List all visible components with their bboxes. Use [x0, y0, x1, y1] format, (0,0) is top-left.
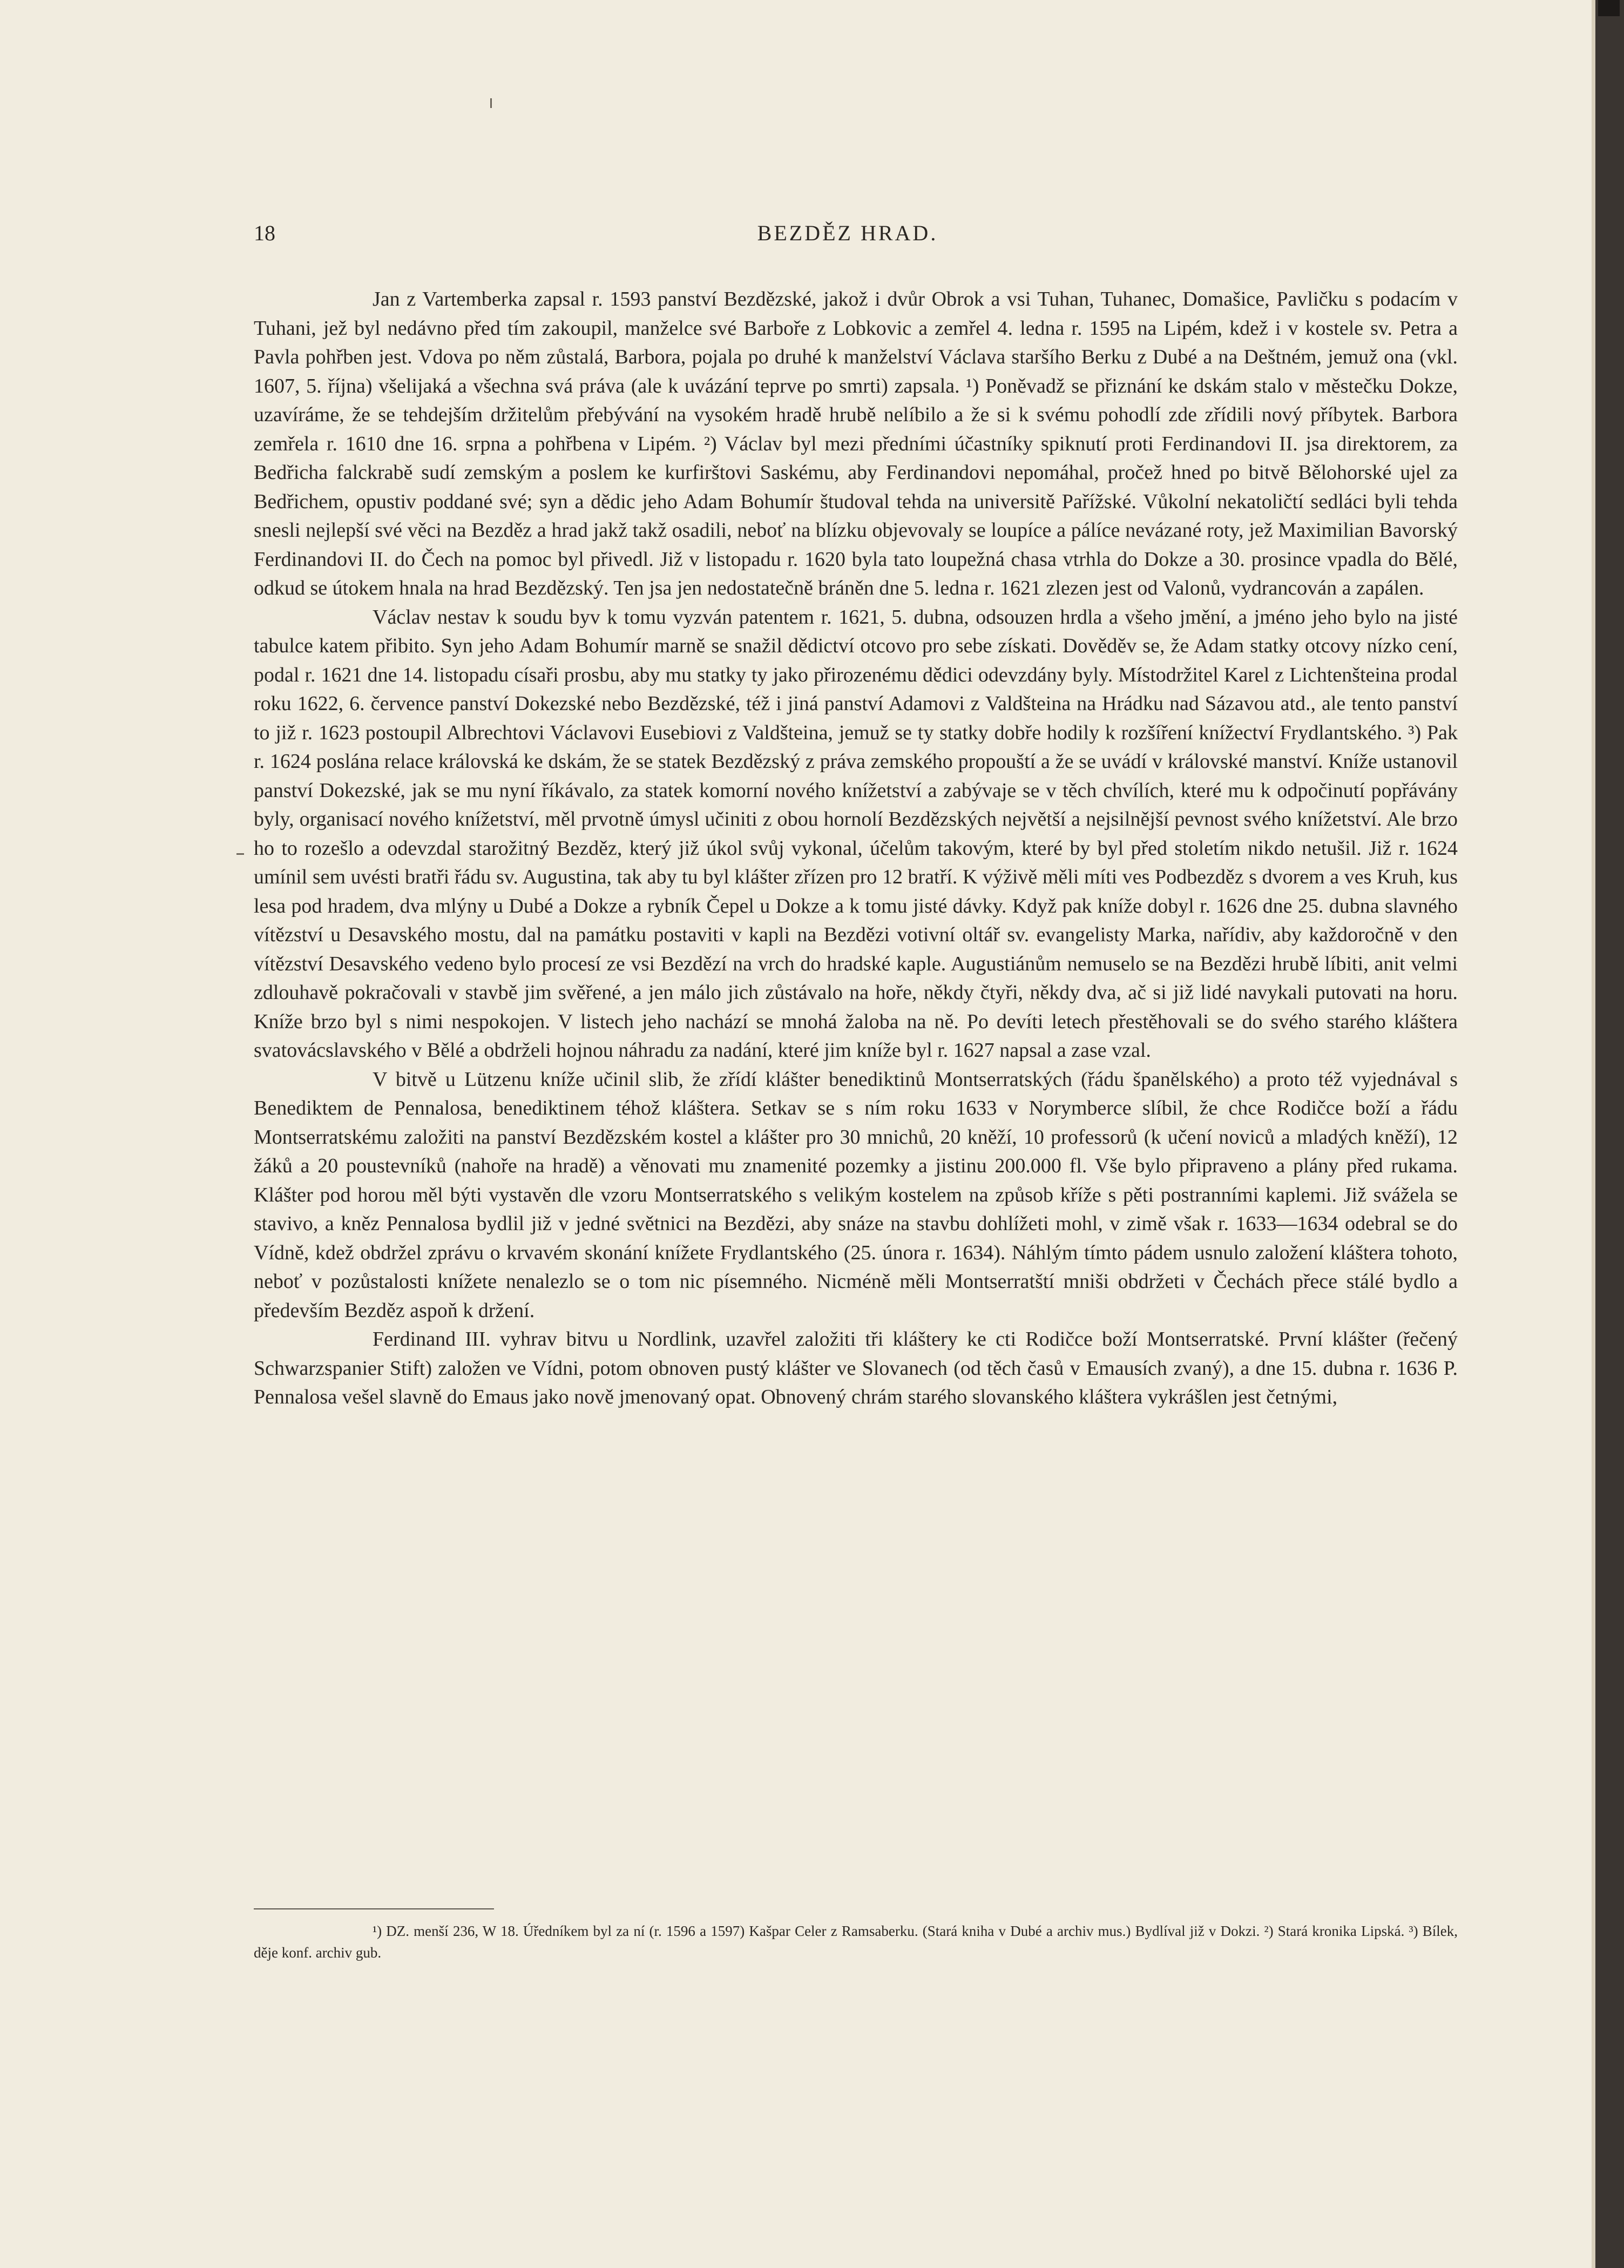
paragraph: Jan z Vartemberka zapsal r. 1593 panství Bezdězské, jakož i dvůr Obrok a vsi Tuhan, Tuhanec, Domašice, Pavličku s podacím v Tuhani, jež byl nedávno před tím zakoupil, manželce své Barboře z Lobkovic a zemřel 4. ledna r. 1595 na Lipém, kdež i v kostele sv. Petra a Pavla pohřben jest. Vdova po něm zůstalá, Barbora, pojala po druhé k manželství Václava staršího Berku z Dubé a na Deštném, jemuž ona (vkl. 1607, 5. října) všelijaká a všechna svá práva (ale k uvázání teprve po smrti) zapsala. ¹) Poněvadž se přiznání ke dskám stalo v městečku Dokze, uzavíráme, že se tehdejším držitelům přebývání na vysokém hradě hrubě nelíbilo a že si k svému pohodlí zde zřídili nový příbytek. Barbora zemřela r. 1610 dne 16. srpna a pohřbena v Lipém. ²) Václav byl mezi předními účastníky spiknutí proti Ferdinandovi II. jsa direktorem, za Bedřicha falckrabě sudí zemským a poslem ke kurfirštovi Saskému, aby Ferdinandovi nepomáhal, pročež hned po bitvě Bělohorské ujel za Bedřichem, opustiv poddané své; syn a dědic jeho Adam Bohumír študoval tehda na universitě Pařížské. Vůkolní nekatoličtí sedláci byli tehda snesli nejlepší své věci na Bezděz a hrad jakž takž osadili, neboť na blízku objevovaly se loupíce a pálíce nevázané roty, jež Maximilian Bavorský Ferdinandovi II. do Čech na pomoc byl přivedl. Již v listopadu r. 1620 byla tato loupežná chasa vtrhla do Dokze a 30. prosince vpadla do Bělé, odkud se útokem hnala na hrad Bezdězský. Ten jsa jen nedostatečně bráněn dne 5. ledna r. 1621 zlezen jest od Valonů, vydrancován a zapálen. — [254, 288, 1458, 599]
body-text — [254, 285, 1458, 1412]
page-header — [254, 220, 1442, 253]
paragraph: V bitvě u Lützenu kníže učinil slib, že zřídí klášter benediktinů Montserratských (řádu španělského) a proto též vyjednával s Benediktem de Pennalosa, benediktinem téhož kláštera. Setkav se s ním roku 1633 v Norymberce slíbil, že chce Rodičce boží a řádu Montserratskému založiti na panství Bezdězském kostel a klášter pro 30 mnichů, 20 kněží, 10 professorů (k učení noviců a mladých kněží), 12 žáků a 20 poustevníků (nahoře na hradě) a věnovati mu znamenité pozemky a jistinu 200.000 fl. Vše bylo připraveno a plány před rukama. Klášter pod horou měl býti vystavěn dle vzoru Montserratského s velikým kostelem na způsob kříže s pěti postranními kaplemi. Již svážela se stavivo, a kněz Pennalosa bydlil již v jedné světnici na Bezdězi, aby snáze na stavbu dohlížeti mohl, v zimě však r. 1633—1634 odebral se do Vídně, kdež obdržel zprávu o krvavém skonání knížete Frydlantského (25. února r. 1634). Náhlým tímto pádem usnulo založení kláštera tohoto, neboť v pozůstalosti knížete nenalezlo se o tom nic písemného. Nicméně měli Montserratští mniši obdržeti v Čechách přece stálé bydlo a především Bezděz aspoň k držení. — [254, 1068, 1458, 1322]
running-title: BEZDĚZ HRAD. — [757, 221, 938, 245]
paragraph: Ferdinand III. vyhrav bitvu u Nordlink, uzavřel založiti tři kláštery ke cti Rodičce boží Montserratské. První klášter (řečený Schwarzspanier Stift) založen ve Vídni, potom obnoven pustý klášter ve Slovanech (od těch časů v Emausích zvaný), a dne 15. dubna r. 1636 P. Pennalosa vešel slavně do Emaus jako nově jmenovaný opat. Obnovený chrám starého slovanského kláštera vykrášlen jest četnými, — [254, 1328, 1458, 1408]
margin-mark — [236, 853, 244, 855]
footnotes — [254, 1920, 1458, 1963]
footnote-divider — [254, 1908, 494, 1909]
corner-mark — [1598, 0, 1620, 16]
print-mark — [490, 98, 492, 108]
footnote-text: ¹) DZ. menší 236, W 18. Úředníkem byl za ní (r. 1596 a 1597) Kašpar Celer z Ramsaberku. (Stará kniha v Dubé a archiv mus.) Bydlíval již v Dokzi. ²) Stará kronika Lipská. ³) Bílek, děje konf. archiv gub. — [254, 1923, 1458, 1961]
page-number: 18 — [254, 221, 275, 245]
paragraph: Václav nestav k soudu byv k tomu vyzván patentem r. 1621, 5. dubna, odsouzen hrdla a všeho jmění, a jméno jeho bylo na jisté tabulce katem přibito. Syn jeho Adam Bohumír marně se snažil dědictví otcovo pro sebe získati. Dověděv se, že Adam statky otcovy nízko cení, podal r. 1621 dne 14. listopadu císaři prosbu, aby mu statky ty jako přirozenému dědici odevzdány byly. Místodržitel Karel z Lichtenšteina prodal roku 1622, 6. července panství Dokezské nebo Bezdězské, též i jiná panství Adamovi z Valdšteina na Hrádku nad Sázavou atd., ale tento panství to již r. 1623 postoupil Albrechtovi Václavovi Eusebiovi z Valdšteina, jemuž se ty statky dobře hodily k rozšíření knížectví Frydlantského. ³) Pak r. 1624 poslána relace královská ke dskám, že se statek Bezdězský z práva zemského propouští a že se uvádí v královské manství. Kníže ustanovil panství Dokezské, jak se mu nyní říkávalo, za statek komorní nového knížetství a zabývaje se v těch chvílích, které mu k odpočinutí popřávány byly, organisací nového knížetství, měl prvotně úmysl učiniti z obou hornolí Bezdězských největší a nejsilnější pevnost svého knížetství. Ale brzo ho to rozešlo a odevzdal starožitný Bezděz, který již úkol svůj vykonal, účelům takovým, které by byl před stoletím nikdo netušil. Již r. 1624 umínil sem uvésti bratři řádu sv. Augustina, tak aby tu byl klášter zřízen pro 12 bratří. K výživě měli míti ves Podbezděz s dvorem a ves Kruh, kus lesa pod hradem, dva mlýny u Dubé a Dokze a rybník Čepel u Dokze a k tomu jisté dávky. Když pak kníže dobyl r. 1626 dne 25. dubna slavného vítězství u Desavského mostu, dal na památku postaviti v kapli na Bezdězi votivní oltář sv. evangelisty Marka, nařídiv, aby každoročně v den vítězství Desavského vedeno bylo procesí ze vsi Bezdězí na vrch do hradské kaple. Augustiánům nemuselo se na Bezdězi hrubě líbiti, anit velmi zdlouhavě pokračovali v stavbě jim svěřené, a jen málo jich zůstávalo na hoře, někdy čtyři, někdy dva, ač si již lidé navykali putovati na horu. Kníže brzo byl s nimi nespokojen. V listech jeho nachází se mnohá žaloba na ně. Po devíti letech přestěhovali se do svého starého kláštera svatovácslavského v Bělé a obdrželi hojnou náhradu za nadání, které jim kníže byl r. 1627 napsal a zase vzal. — [254, 605, 1458, 1062]
scan-border — [1595, 0, 1624, 2268]
